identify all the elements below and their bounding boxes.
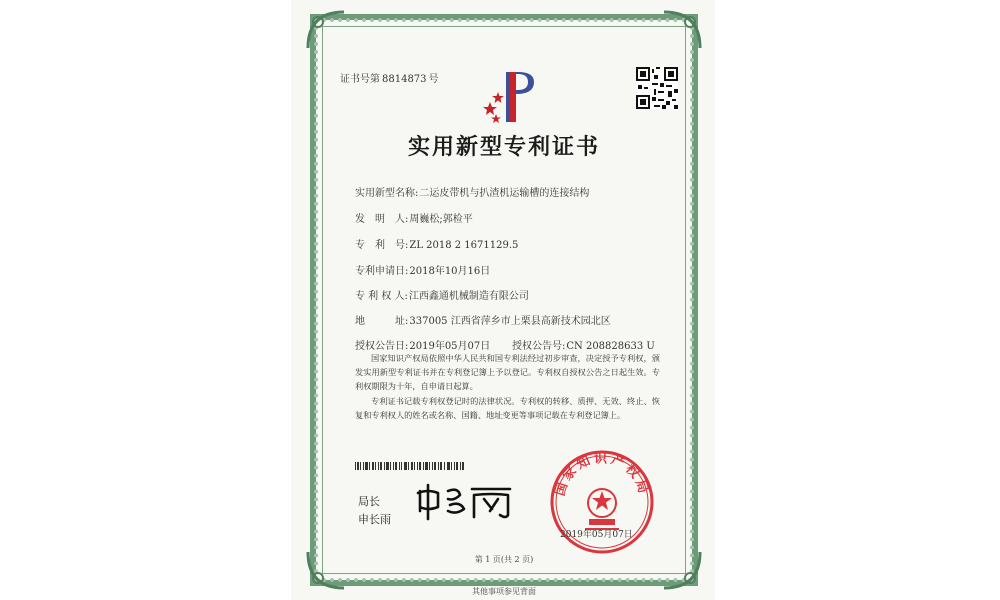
handwritten-signature-icon bbox=[414, 481, 518, 521]
field-label: 实用新型名称: bbox=[355, 188, 419, 199]
cert-no-suffix: 号 bbox=[428, 74, 439, 85]
cert-no-label: 证书号第 bbox=[340, 74, 380, 85]
field-value: 337005 江西省萍乡市上栗县高新技术园北区 bbox=[409, 316, 611, 327]
field-label: 专 利 号: bbox=[355, 240, 409, 251]
field-label: 发 明 人: bbox=[355, 214, 409, 225]
field-patent-number bbox=[355, 236, 518, 251]
official-seal-icon bbox=[547, 447, 657, 557]
field-value: 2019年05月07日 bbox=[409, 341, 491, 352]
signer-name: 申长雨 bbox=[358, 513, 391, 526]
field-value: 2018年10月16日 bbox=[409, 266, 491, 277]
field-value: CN 208828633 U bbox=[566, 341, 655, 352]
field-grant-number bbox=[512, 337, 655, 352]
field-value: ZL 2018 2 1671129.5 bbox=[409, 240, 519, 251]
field-label: 地 址: bbox=[355, 316, 409, 327]
field-inventor bbox=[355, 210, 473, 225]
field-grant-date bbox=[355, 337, 490, 352]
seal-date: 2019年05月07日 bbox=[560, 530, 633, 540]
qr-code-icon bbox=[636, 67, 678, 109]
corner-ornament-icon bbox=[306, 10, 346, 50]
field-label: 专 利 权 人: bbox=[355, 291, 408, 302]
cert-no-value: 8814873 bbox=[382, 74, 427, 85]
footnote: 其他事项参见背面 bbox=[472, 587, 536, 596]
field-utility-model-name bbox=[355, 184, 589, 199]
page-number: 第 1 页(共 2 页) bbox=[474, 555, 534, 564]
signer-title: 局长 bbox=[358, 495, 380, 508]
field-value: 江西鑫通机械制造有限公司 bbox=[408, 291, 529, 302]
field-value: 二运皮带机与扒渣机运输槽的连接结构 bbox=[419, 188, 590, 199]
svg-text:国家知识产权局: 国家知识产权局 bbox=[552, 451, 652, 498]
field-label: 授权公告号: bbox=[512, 341, 566, 352]
certificate-title: 实用新型专利证书 bbox=[407, 134, 600, 160]
certificate-number bbox=[338, 70, 439, 85]
patent-office-logo-icon bbox=[476, 66, 542, 126]
field-label: 专利申请日: bbox=[355, 266, 409, 277]
corner-ornament-icon bbox=[662, 10, 702, 50]
legal-paragraph: 国家知识产权局依照中华人民共和国专利法经过初步审查，决定授予专利权，颁发实用新型专利证书并在专利登记簿上予以登记。专利权自授权公告之日起生效。专利权期限为十年，自申请日起算。 bbox=[355, 353, 660, 391]
field-address bbox=[355, 312, 611, 327]
field-value: 周巍松;郭检平 bbox=[409, 214, 473, 225]
field-label: 授权公告日: bbox=[355, 341, 409, 352]
field-application-date bbox=[355, 262, 490, 277]
legal-paragraph: 专利证书记载专利权登记时的法律状况。专利权的转移、质押、无效、终止、恢复和专利权人的姓名或名称、国籍、地址变更等事项记载在专利登记簿上。 bbox=[355, 396, 660, 420]
field-patentee bbox=[355, 287, 529, 302]
barcode-icon bbox=[355, 462, 465, 470]
